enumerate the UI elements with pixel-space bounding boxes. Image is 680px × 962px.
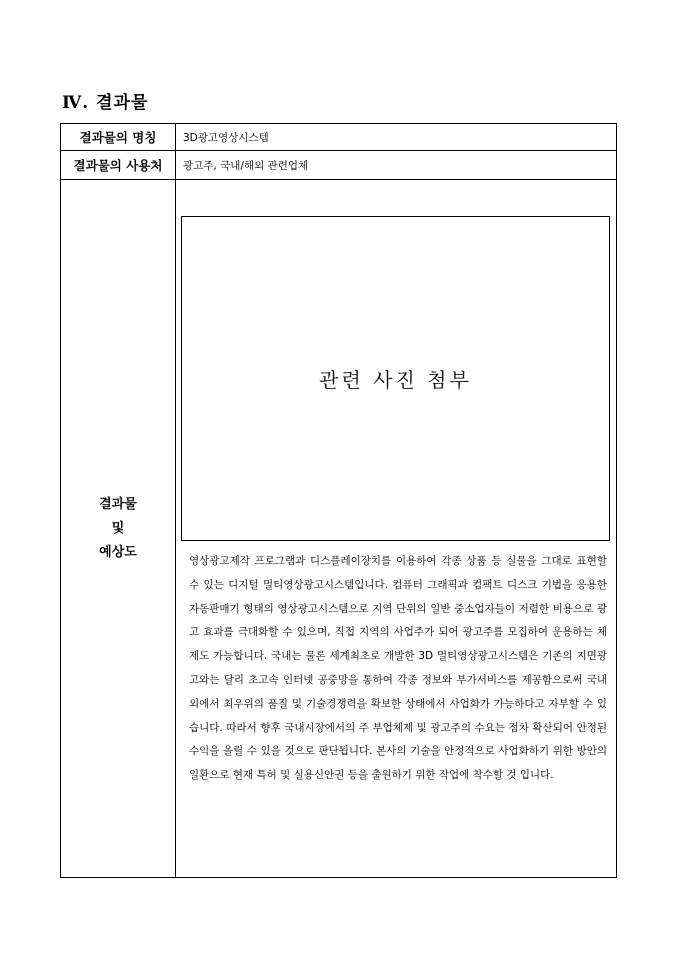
section-heading: Ⅳ. 결과물 [62, 93, 149, 113]
result-name-label: 결과물의 명칭 [61, 124, 176, 151]
result-detail-content [176, 180, 617, 878]
result-detail-row [61, 180, 617, 878]
result-user-row [61, 151, 617, 180]
photo-placeholder-box [181, 216, 610, 541]
detail-label-line: 결과물 [99, 496, 137, 512]
result-user-value: 광고주, 국내/해외 관련업체 [176, 151, 617, 180]
detail-label-line: 및 [111, 520, 125, 536]
result-name-value: 3D광고영상시스템 [176, 124, 617, 151]
photo-placeholder-text: 관련 사진 첨부 [319, 368, 472, 392]
result-user-label: 결과물의 사용처 [61, 151, 176, 180]
result-description: 영상광고제작 프로그램과 디스플레이장치를 이용하여 각종 상품 등 실물을 그대로 표현할 수 있는 디지털 멀티영상광고시스템입니다. 컴퓨터 그래픽과 컴팩트 디스크 기법을 응용한 자동판매기 형태의 영상광고시스템으로 지역 단위의 일반 중소업자들이 저렴한 비용으로 광고 효과를 극대화할 수 있으며, 직접 지역의 사업주가 되어 광고주를 모집하여 운용하는 체제도 가능합니다. 국내는 물론 세계최초로 개발한 3D 멀티영상광고시스템은 기존의 지면광고와는 달리 초고속 인터넷 공중망을 통하여 각종 정보와 부가서비스를 제공함으로써 국내외에서 최우위의 품질 및 기술경쟁력을 확보한 상태에서 사업화가 가능하다고 자부할 수 있습니다. 따라서 향후 국내시장에서의 주 부업체제 및 광고주의 수요는 점차 확산되어 안정된 수익을 올릴 수 있을 것으로 판단됩니다. 본사의 기술을 안정적으로 사업화하기 위한 방안의 일환으로 현재 특허 및 실용신안권 등을 출원하기 위한 작업에 착수할 것 입니다. [189, 555, 607, 782]
detail-label-line: 예상도 [99, 544, 137, 560]
result-table [60, 123, 617, 878]
result-name-row [61, 124, 617, 151]
result-detail-label [61, 180, 176, 878]
